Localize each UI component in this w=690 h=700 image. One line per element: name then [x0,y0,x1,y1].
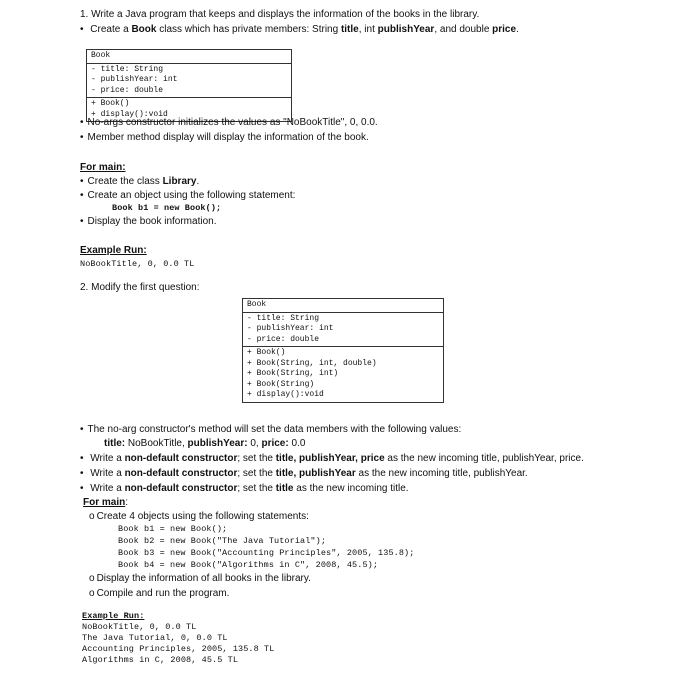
uml-method: + Book() [91,99,130,108]
q2-sub-compile: o Compile and run the program. [89,588,229,600]
q1-title: 1. Write a Java program that keeps and displays the information of the books in the library. [80,9,480,20]
q1-main-bullet-object: • Create an object using the following statement: [80,190,295,202]
q2-bullet-noarg: • The no-arg constructor's method will set the data members with the following values: [80,424,461,436]
q1-main-bullet-class: • Create the class Library. [80,176,199,188]
q2-bullet-ctor-3args: • Write a non-default constructor; set the title, publishYear, price as the new incoming title, publishYear, price. [80,453,584,465]
q2-example-output-line: Accounting Principles, 2005, 135.8 TL [82,644,275,654]
q2-noarg-values: title: NoBookTitle, publishYear: 0, price: 0.0 [104,438,306,449]
q2-uml-class-diagram [242,298,444,403]
uml-attr: - publishYear: int [91,75,178,84]
q2-code-line: Book b4 = new Book("Algorithms in C", 2008, 45.5); [118,560,379,570]
uml-attr: - publishYear: int [247,324,334,333]
q2-code-line: Book b3 = new Book("Accounting Principles", 2005, 135.8); [118,548,415,558]
q1-statement-code: Book b1 = new Book(); [112,203,222,213]
q1-example-run-heading: Example Run: [80,245,147,256]
q2-sub-create: o Create 4 objects using the following statements: [89,511,309,523]
uml-attr: - price: double [91,85,164,95]
q2-example-run-heading: Example Run: [82,611,145,621]
uml-method: + Book(String, int, double) [247,358,377,368]
q2-for-main-heading: For main: [83,497,129,508]
uml-method: + Book(String, int) [247,369,339,378]
q1-bullet-constructor: • No-args constructor initializes the values as "NoBookTitle", 0, 0.0. [80,117,378,129]
q1-example-output: NoBookTitle, 0, 0.0 TL [80,259,195,269]
q1-main-bullet-display: • Display the book information. [80,216,216,228]
uml-attr: - title: String [91,64,164,74]
q2-code-line: Book b2 = new Book("The Java Tutorial"); [118,536,327,546]
uml-class-name: Book [247,300,267,309]
uml-attr: - price: double [247,334,320,344]
uml-method: + Book(String) [247,379,315,389]
q1-for-main-heading: For main: [80,162,126,173]
uml-attr: - title: String [247,313,320,323]
uml-method: + display():void [91,109,168,119]
q2-example-output-line: NoBookTitle, 0, 0.0 TL [82,622,197,632]
q2-code-line: Book b1 = new Book(); [118,524,228,534]
uml-method: + display():void [247,390,324,399]
uml-class-name: Book [91,51,111,60]
q2-example-output-line: Algorithms in C, 2008, 45.5 TL [82,655,239,665]
q1-bullet-book-class: • Create a Book class which has private members: String title, int publishYear, and double price. [80,24,519,36]
q2-bullet-ctor-1arg: • Write a non-default constructor; set the title as the new incoming title. [80,483,409,495]
q2-bullet-ctor-2args: • Write a non-default constructor; set the title, publishYear as the new incoming title, publishYear. [80,468,528,480]
q1-uml-class-diagram [86,49,292,122]
q2-sub-display: o Display the information of all books in the library. [89,573,311,585]
q2-example-output-line: The Java Tutorial, 0, 0.0 TL [82,633,228,643]
uml-method: + Book() [247,348,286,357]
q1-bullet-display: • Member method display will display the information of the book. [80,132,369,144]
q2-title: 2. Modify the first question: [80,282,200,293]
